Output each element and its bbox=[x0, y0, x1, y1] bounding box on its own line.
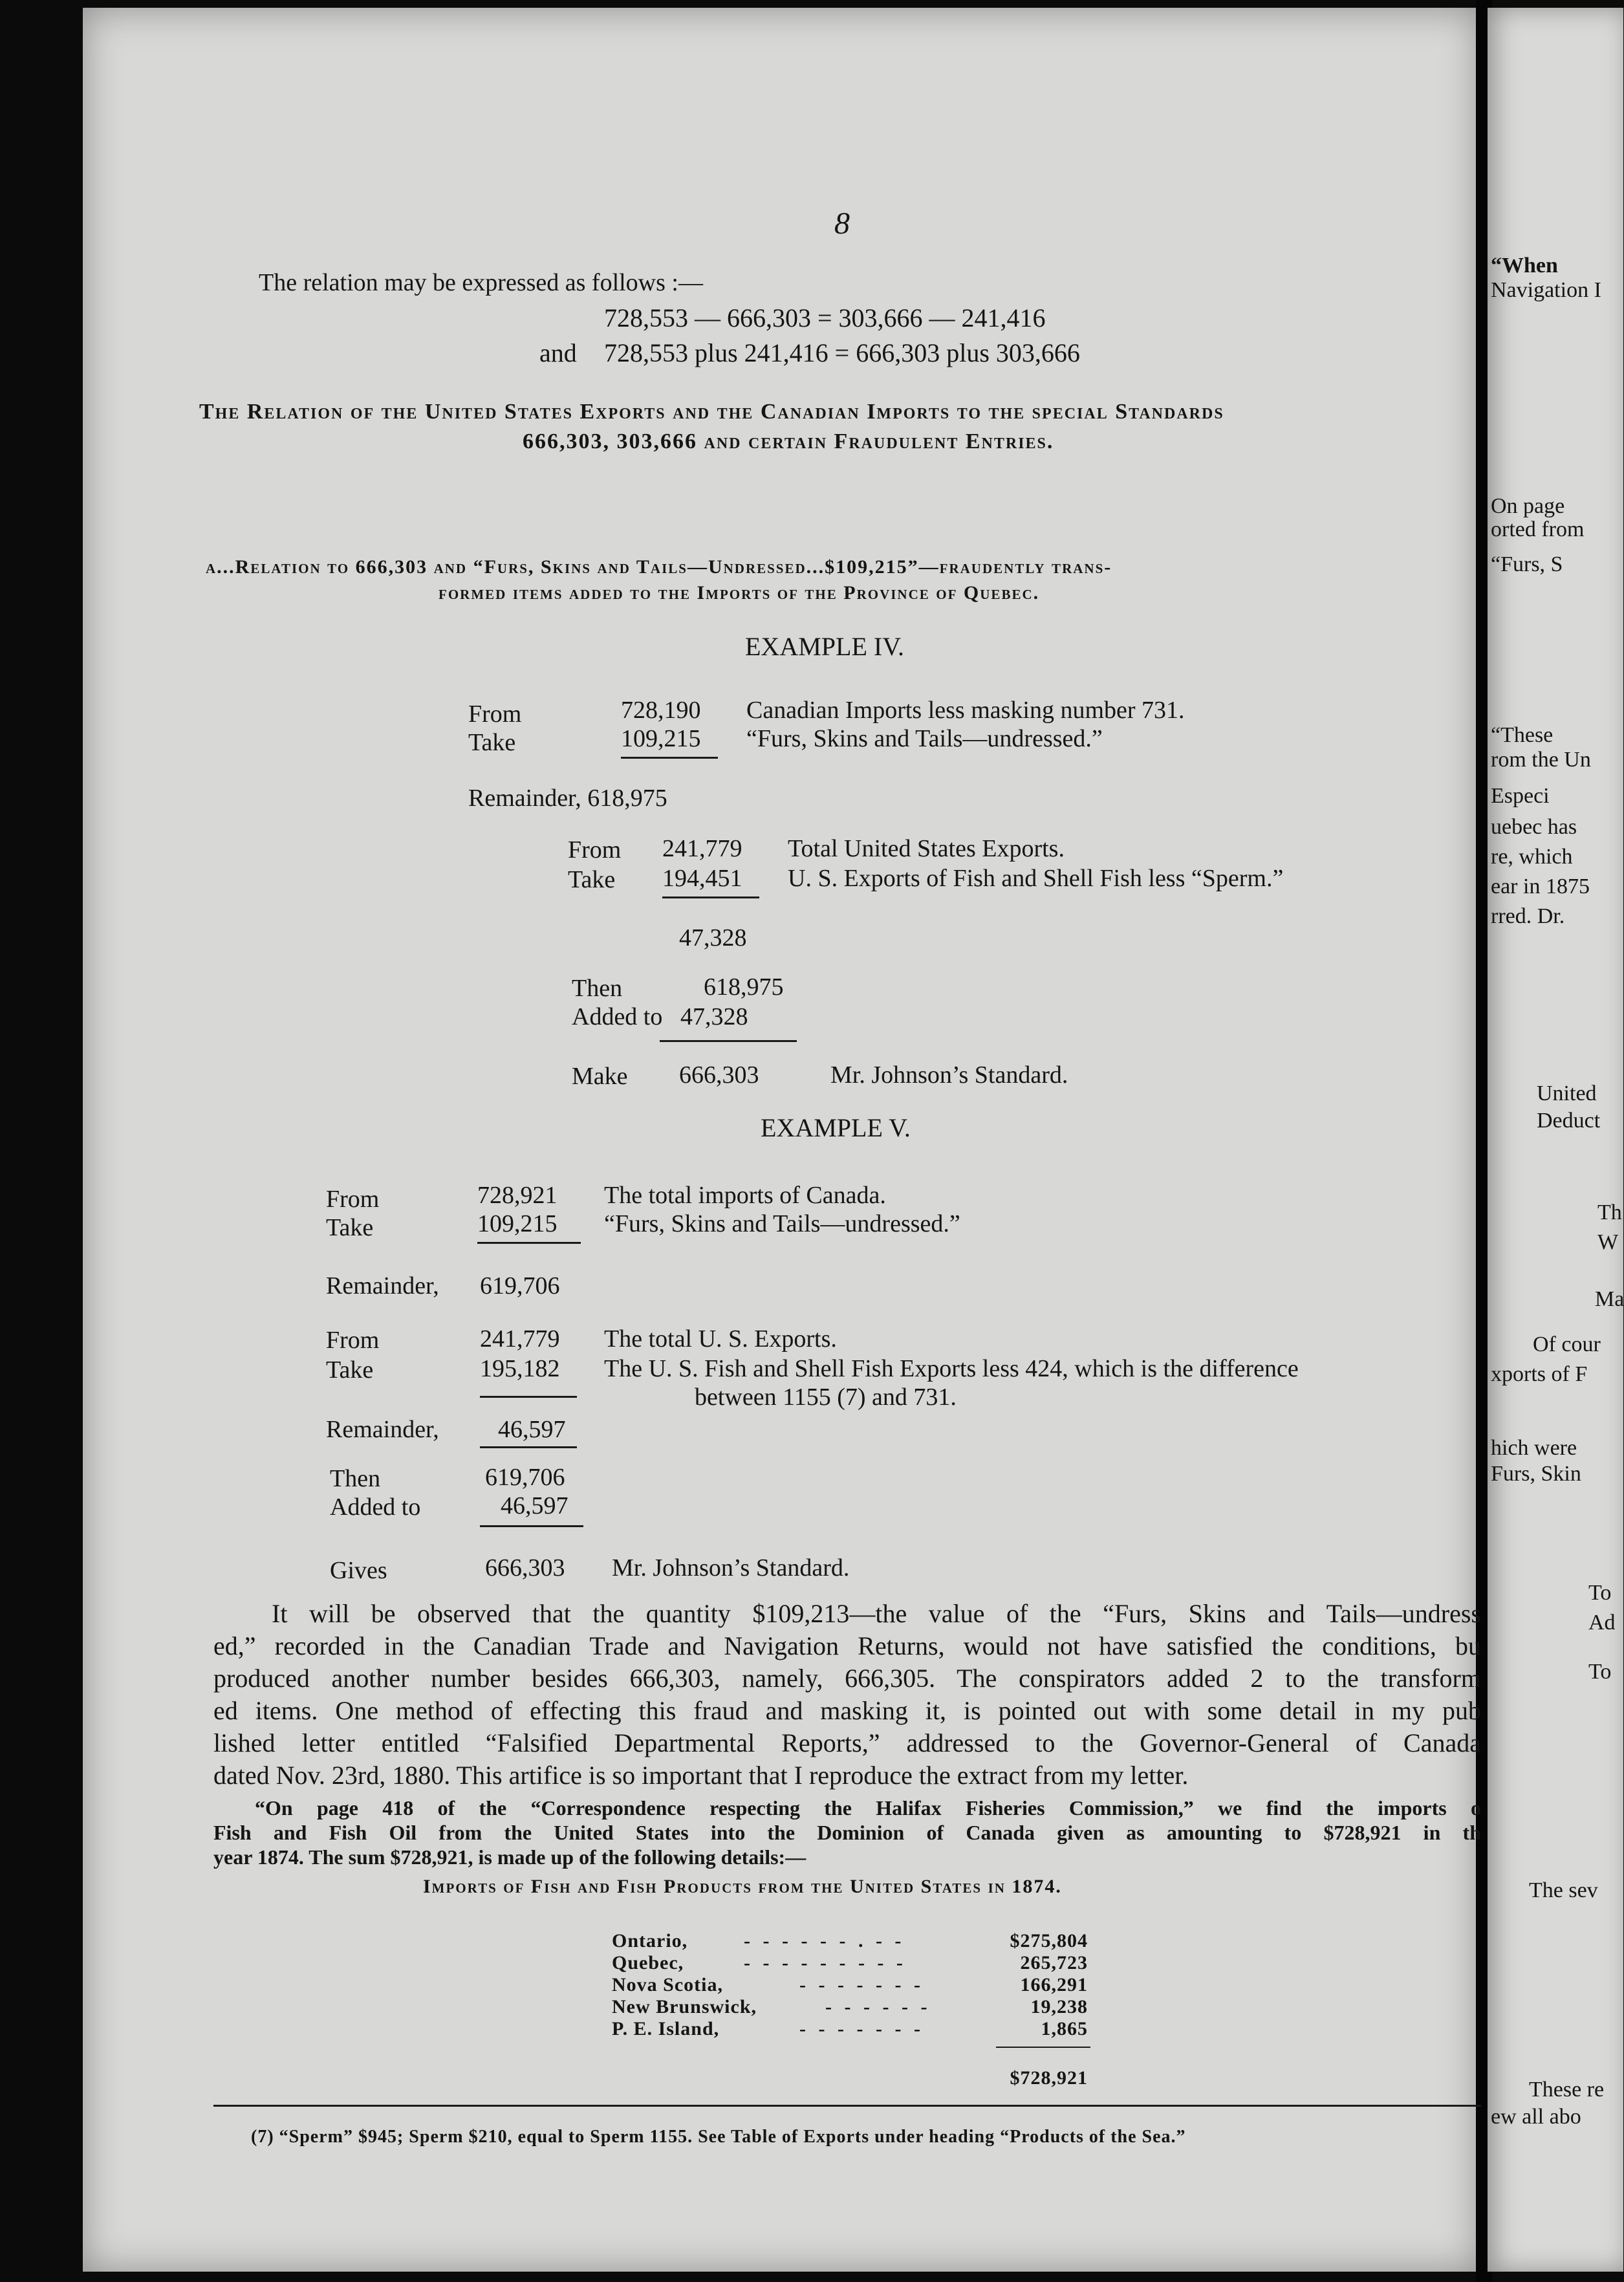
sum-rule bbox=[662, 896, 759, 898]
province-name: Quebec, bbox=[612, 1952, 684, 1973]
section-heading: The Relation of the United States Exports and the Canadian Imports to the special Standards bbox=[199, 400, 1224, 424]
ex4-make-value: 666,303 bbox=[679, 1061, 759, 1089]
ex5-remainder2-label: Remainder, bbox=[326, 1416, 439, 1443]
equation-2-and: and bbox=[539, 338, 577, 367]
ex4-desc: Total United States Exports. bbox=[788, 835, 1065, 862]
sum-rule bbox=[480, 1525, 583, 1527]
adjacent-text: rred. Dr. bbox=[1491, 904, 1565, 928]
ex5-value: 46,597 bbox=[501, 1492, 568, 1519]
ex5-label: Take bbox=[326, 1356, 374, 1384]
adjacent-text: Th bbox=[1597, 1201, 1622, 1224]
ex5-label: From bbox=[326, 1186, 380, 1213]
adjacent-text: rom the Un bbox=[1491, 748, 1591, 772]
adjacent-text: Of cour bbox=[1533, 1332, 1601, 1356]
leader-dots: - - - - - - - - - bbox=[744, 1952, 907, 1973]
total-rule bbox=[996, 2047, 1090, 2048]
ex5-label: From bbox=[326, 1327, 380, 1354]
adjacent-text: Furs, Skin bbox=[1491, 1462, 1581, 1486]
adjacent-text: hich were bbox=[1491, 1436, 1577, 1460]
ex4-label: Take bbox=[568, 866, 616, 893]
subsection-heading-line2: formed items added to the Imports of the Province of Quebec. bbox=[438, 582, 1040, 603]
ex5-gives-value: 666,303 bbox=[485, 1554, 565, 1581]
ex4-label: Take bbox=[468, 729, 516, 756]
adjacent-page bbox=[1488, 8, 1623, 2272]
adjacent-text: The sev bbox=[1529, 1878, 1598, 1902]
ex4-value: 47,328 bbox=[680, 1003, 748, 1030]
leader-dots: - - - - - - - bbox=[799, 1974, 924, 1995]
leader-dots: - - - - - - - bbox=[799, 2018, 924, 2039]
footnote-rule bbox=[213, 2105, 1481, 2107]
ex5-value: 728,921 bbox=[477, 1182, 558, 1209]
section-heading-line2: 666,303, 303,666 and certain Fraudulent Entries. bbox=[523, 429, 1054, 453]
example-4-title: EXAMPLE IV. bbox=[745, 632, 904, 661]
ex5-gives-label: Gives bbox=[330, 1557, 387, 1584]
equation-1: 728,553 — 666,303 = 303,666 — 241,416 bbox=[604, 303, 1046, 332]
ex4-value: 618,975 bbox=[704, 973, 784, 1001]
leader-dots: - - - - - - . - - bbox=[744, 1930, 905, 1951]
province-value: 166,291 bbox=[1020, 1974, 1088, 1995]
ex4-label: Added to bbox=[572, 1003, 663, 1030]
adjacent-text: Ad bbox=[1588, 1611, 1616, 1635]
quoted-extract bbox=[213, 1796, 1481, 1869]
ex5-label: Added to bbox=[330, 1494, 421, 1521]
ex4-desc: “Furs, Skins and Tails—undressed.” bbox=[746, 725, 1103, 752]
adjacent-text: re, which bbox=[1491, 845, 1573, 869]
adjacent-text: xports of F bbox=[1491, 1362, 1588, 1386]
leader-dots: - - - - - - bbox=[825, 1996, 931, 2017]
ex4-make-desc: Mr. Johnson’s Standard. bbox=[830, 1061, 1068, 1089]
province-name: Ontario, bbox=[612, 1930, 688, 1951]
adjacent-text: Deduct bbox=[1537, 1109, 1601, 1133]
ex5-remainder2-value: 46,597 bbox=[498, 1416, 566, 1443]
ex5-remainder-label: Remainder, bbox=[326, 1272, 439, 1299]
adjacent-text: Navigation I bbox=[1491, 278, 1601, 302]
quote-line: “On page 418 of the “Correspondence respecting the Halifax Fisheries Commission,” we find the imports o bbox=[255, 1796, 1481, 1820]
adjacent-text: To bbox=[1588, 1660, 1612, 1684]
paragraph-line: ed,” recorded in the Canadian Trade and Navigation Returns, would not have satisfied the conditions, bu bbox=[213, 1631, 1481, 1660]
adjacent-text: To bbox=[1588, 1581, 1612, 1605]
adjacent-text: United bbox=[1537, 1081, 1597, 1105]
province-name: Nova Scotia, bbox=[612, 1974, 723, 1995]
sum-rule bbox=[480, 1396, 577, 1398]
ex5-desc: The total U. S. Exports. bbox=[604, 1325, 837, 1353]
ex5-value: 241,779 bbox=[480, 1325, 560, 1353]
quote-line: year 1874. The sum $728,921, is made up of the following details:— bbox=[213, 1845, 807, 1869]
ex4-value: 109,215 bbox=[621, 725, 701, 752]
adjacent-text: Especi bbox=[1491, 784, 1550, 808]
paragraph-line: ed items. One method of effecting this fraud and masking it, is pointed out with some detail in my pub bbox=[213, 1696, 1481, 1725]
ex5-desc: “Furs, Skins and Tails—undressed.” bbox=[604, 1210, 960, 1237]
ex4-value: 194,451 bbox=[662, 865, 742, 892]
ex4-label: Then bbox=[572, 975, 623, 1002]
ex5-label: Take bbox=[326, 1214, 374, 1241]
sum-rule bbox=[480, 1446, 577, 1448]
ex4-value: 728,190 bbox=[621, 697, 701, 724]
ex4-label: From bbox=[568, 836, 622, 864]
province-value: 1,865 bbox=[1041, 2018, 1088, 2039]
paragraph-line: lished letter entitled “Falsified Departmental Reports,” addressed to the Governor-General of Canada bbox=[213, 1728, 1481, 1757]
ex5-desc-continued: between 1155 (7) and 731. bbox=[695, 1384, 957, 1411]
adjacent-text: “When bbox=[1491, 254, 1558, 277]
adjacent-text: W bbox=[1597, 1230, 1619, 1254]
adjacent-text: ear in 1875 bbox=[1491, 875, 1590, 898]
ex4-desc: Canadian Imports less masking number 731. bbox=[746, 697, 1185, 724]
ex4-label: From bbox=[468, 701, 522, 728]
paragraph-line: It will be observed that the quantity $109,213—the value of the “Furs, Skins and Tails—undress bbox=[272, 1599, 1481, 1628]
adjacent-text: These re bbox=[1529, 2078, 1605, 2102]
adjacent-text: Ma bbox=[1595, 1287, 1624, 1311]
page-number: 8 bbox=[834, 206, 850, 241]
example-5-title: EXAMPLE V. bbox=[761, 1113, 911, 1142]
ex5-gives-desc: Mr. Johnson’s Standard. bbox=[612, 1554, 850, 1581]
ex5-desc: The total imports of Canada. bbox=[604, 1182, 886, 1209]
sum-rule bbox=[621, 757, 718, 759]
ex5-desc: The U. S. Fish and Shell Fish Exports less 424, which is the difference bbox=[604, 1355, 1299, 1382]
sum-rule bbox=[660, 1040, 797, 1042]
province-name: New Brunswick, bbox=[612, 1996, 757, 2017]
ex5-value: 109,215 bbox=[477, 1210, 558, 1237]
paragraph-line: produced another number besides 666,303, namely, 666,305. The conspirators added 2 to the transform bbox=[213, 1664, 1481, 1693]
province-value: 19,238 bbox=[1030, 1996, 1088, 2017]
adjacent-text: uebec has bbox=[1491, 815, 1577, 839]
sum-rule bbox=[477, 1242, 581, 1244]
ex4-diff: 47,328 bbox=[679, 924, 747, 951]
ex5-remainder-value: 619,706 bbox=[480, 1272, 560, 1299]
ex4-remainder: Remainder, 618,975 bbox=[468, 785, 667, 812]
body-paragraph bbox=[213, 1598, 1481, 1792]
imports-total: $728,921 bbox=[1010, 2067, 1088, 2089]
adjacent-text: orted from bbox=[1491, 517, 1585, 541]
ex5-value: 195,182 bbox=[480, 1355, 560, 1382]
intro-text: The relation may be expressed as follows :— bbox=[259, 269, 703, 296]
ex5-value: 619,706 bbox=[485, 1464, 565, 1491]
ex4-value: 241,779 bbox=[662, 835, 742, 862]
adjacent-text: ew all abo bbox=[1491, 2105, 1581, 2129]
province-value: 265,723 bbox=[1020, 1952, 1088, 1973]
footnote: (7) “Sperm” $945; Sperm $210, equal to Sperm 1155. See Table of Exports under heading “Products of the Sea.” bbox=[251, 2127, 1186, 2147]
province-name: P. E. Island, bbox=[612, 2018, 720, 2039]
ex5-label: Then bbox=[330, 1465, 381, 1492]
paragraph-line: dated Nov. 23rd, 1880. This artifice is so important that I reproduce the extract from my letter. bbox=[213, 1761, 1189, 1790]
equation-2: 728,553 plus 241,416 = 666,303 plus 303,666 bbox=[604, 338, 1080, 367]
subsection-heading: a...Relation to 666,303 and “Furs, Skins and Tails—Undressed...$109,215”—fraudently trans- bbox=[206, 556, 1112, 578]
adjacent-text: “These bbox=[1491, 723, 1554, 747]
quote-line: Fish and Fish Oil from the United States into the Dominion of Canada given as amounting to $728,921 in th bbox=[213, 1821, 1481, 1844]
ex4-make-label: Make bbox=[572, 1063, 628, 1090]
adjacent-text: On page bbox=[1491, 494, 1565, 518]
adjacent-text: “Furs, S bbox=[1491, 552, 1563, 576]
province-value: $275,804 bbox=[1010, 1930, 1088, 1951]
imports-table-title: Imports of Fish and Fish Products from the United States in 1874. bbox=[423, 1876, 1062, 1897]
ex4-desc: U. S. Exports of Fish and Shell Fish less “Sperm.” bbox=[788, 865, 1284, 892]
